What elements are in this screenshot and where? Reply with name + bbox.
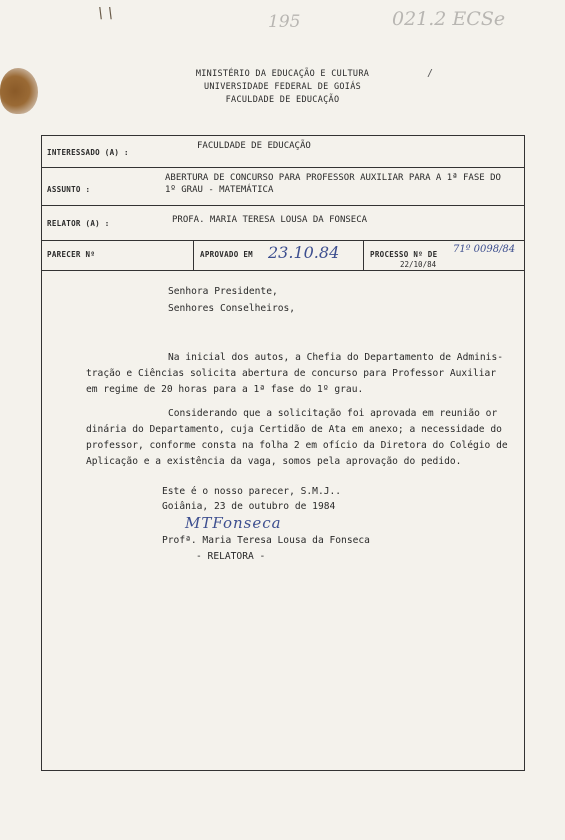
interessado-label: INTERESSADO (A) :: [47, 148, 129, 157]
form-border: [41, 135, 525, 771]
paragraph-2-line: Considerando que a solicitação foi aprovada em reunião or: [168, 408, 498, 419]
divider: [363, 240, 364, 271]
stray-mark: /: [427, 68, 434, 79]
ministry-title: MINISTÉRIO DA EDUCAÇÃO E CULTURA: [195, 69, 370, 79]
interessado-value: FACULDADE DE EDUCAÇÃO: [197, 141, 311, 151]
divider: [41, 167, 525, 168]
handwritten-signature: MTFonseca: [185, 514, 282, 532]
paragraph-2-line: professor, conforme consta na folha 2 em ofício da Diretora do Colégio de: [86, 440, 508, 451]
signer-role: - RELATORA -: [196, 551, 266, 562]
place-and-date: Goiânia, 23 de outubro de 1984: [162, 501, 336, 512]
assunto-line-2: 1º GRAU - MATEMÁTICA: [165, 185, 274, 195]
processo-number: 71º 0098/84: [453, 244, 516, 255]
divider: [41, 240, 525, 241]
paragraph-1-line: Na inicial dos autos, a Chefia do Departamento de Adminis-: [168, 352, 504, 363]
relator-label: RELATOR (A) :: [47, 219, 110, 228]
closing-statement: Este é o nosso parecer, S.M.J..: [162, 486, 342, 497]
handwritten-file-code: 021.2 ECSe: [392, 8, 506, 30]
faculty-title: FACULDADE DE EDUCAÇÃO: [225, 95, 340, 105]
assunto-line-1: ABERTURA DE CONCURSO PARA PROFESSOR AUXILIAR PARA A 1ª FASE DO: [165, 173, 501, 183]
divider: [41, 205, 525, 206]
divider: [193, 240, 194, 271]
paragraph-1-line: em regime de 20 horas para a 1ª fase do 1º grau.: [86, 384, 364, 395]
salutation-president: Senhora Presidente,: [168, 286, 278, 297]
handwritten-number: 195: [268, 12, 301, 32]
signer-name: Profª. Maria Teresa Lousa da Fonseca: [162, 535, 370, 546]
salutation-councillors: Senhores Conselheiros,: [168, 303, 296, 314]
paragraph-2-line: dinária do Departamento, cuja Certidão de Ata em anexo; a necessidade do: [86, 424, 502, 435]
paragraph-2-line: Aplicação e a existência da vaga, somos pela aprovação do pedido.: [86, 456, 462, 467]
university-title: UNIVERSIDADE FEDERAL DE GOIÁS: [203, 82, 362, 92]
aprovado-label: APROVADO EM: [200, 250, 253, 259]
divider: [41, 270, 525, 271]
processo-label: PROCESSO Nº DE: [370, 250, 438, 259]
aprovado-date: 23.10.84: [268, 243, 340, 262]
assunto-label: ASSUNTO :: [47, 185, 91, 194]
margin-tick-marks: \ \: [98, 4, 113, 22]
relator-value: PROFA. MARIA TERESA LOUSA DA FONSECA: [172, 215, 368, 225]
parecer-label: PARECER Nº: [47, 250, 96, 259]
processo-date: 22/10/84: [400, 260, 437, 269]
paragraph-1-line: tração e Ciências solicita abertura de concurso para Professor Auxiliar: [86, 368, 497, 379]
